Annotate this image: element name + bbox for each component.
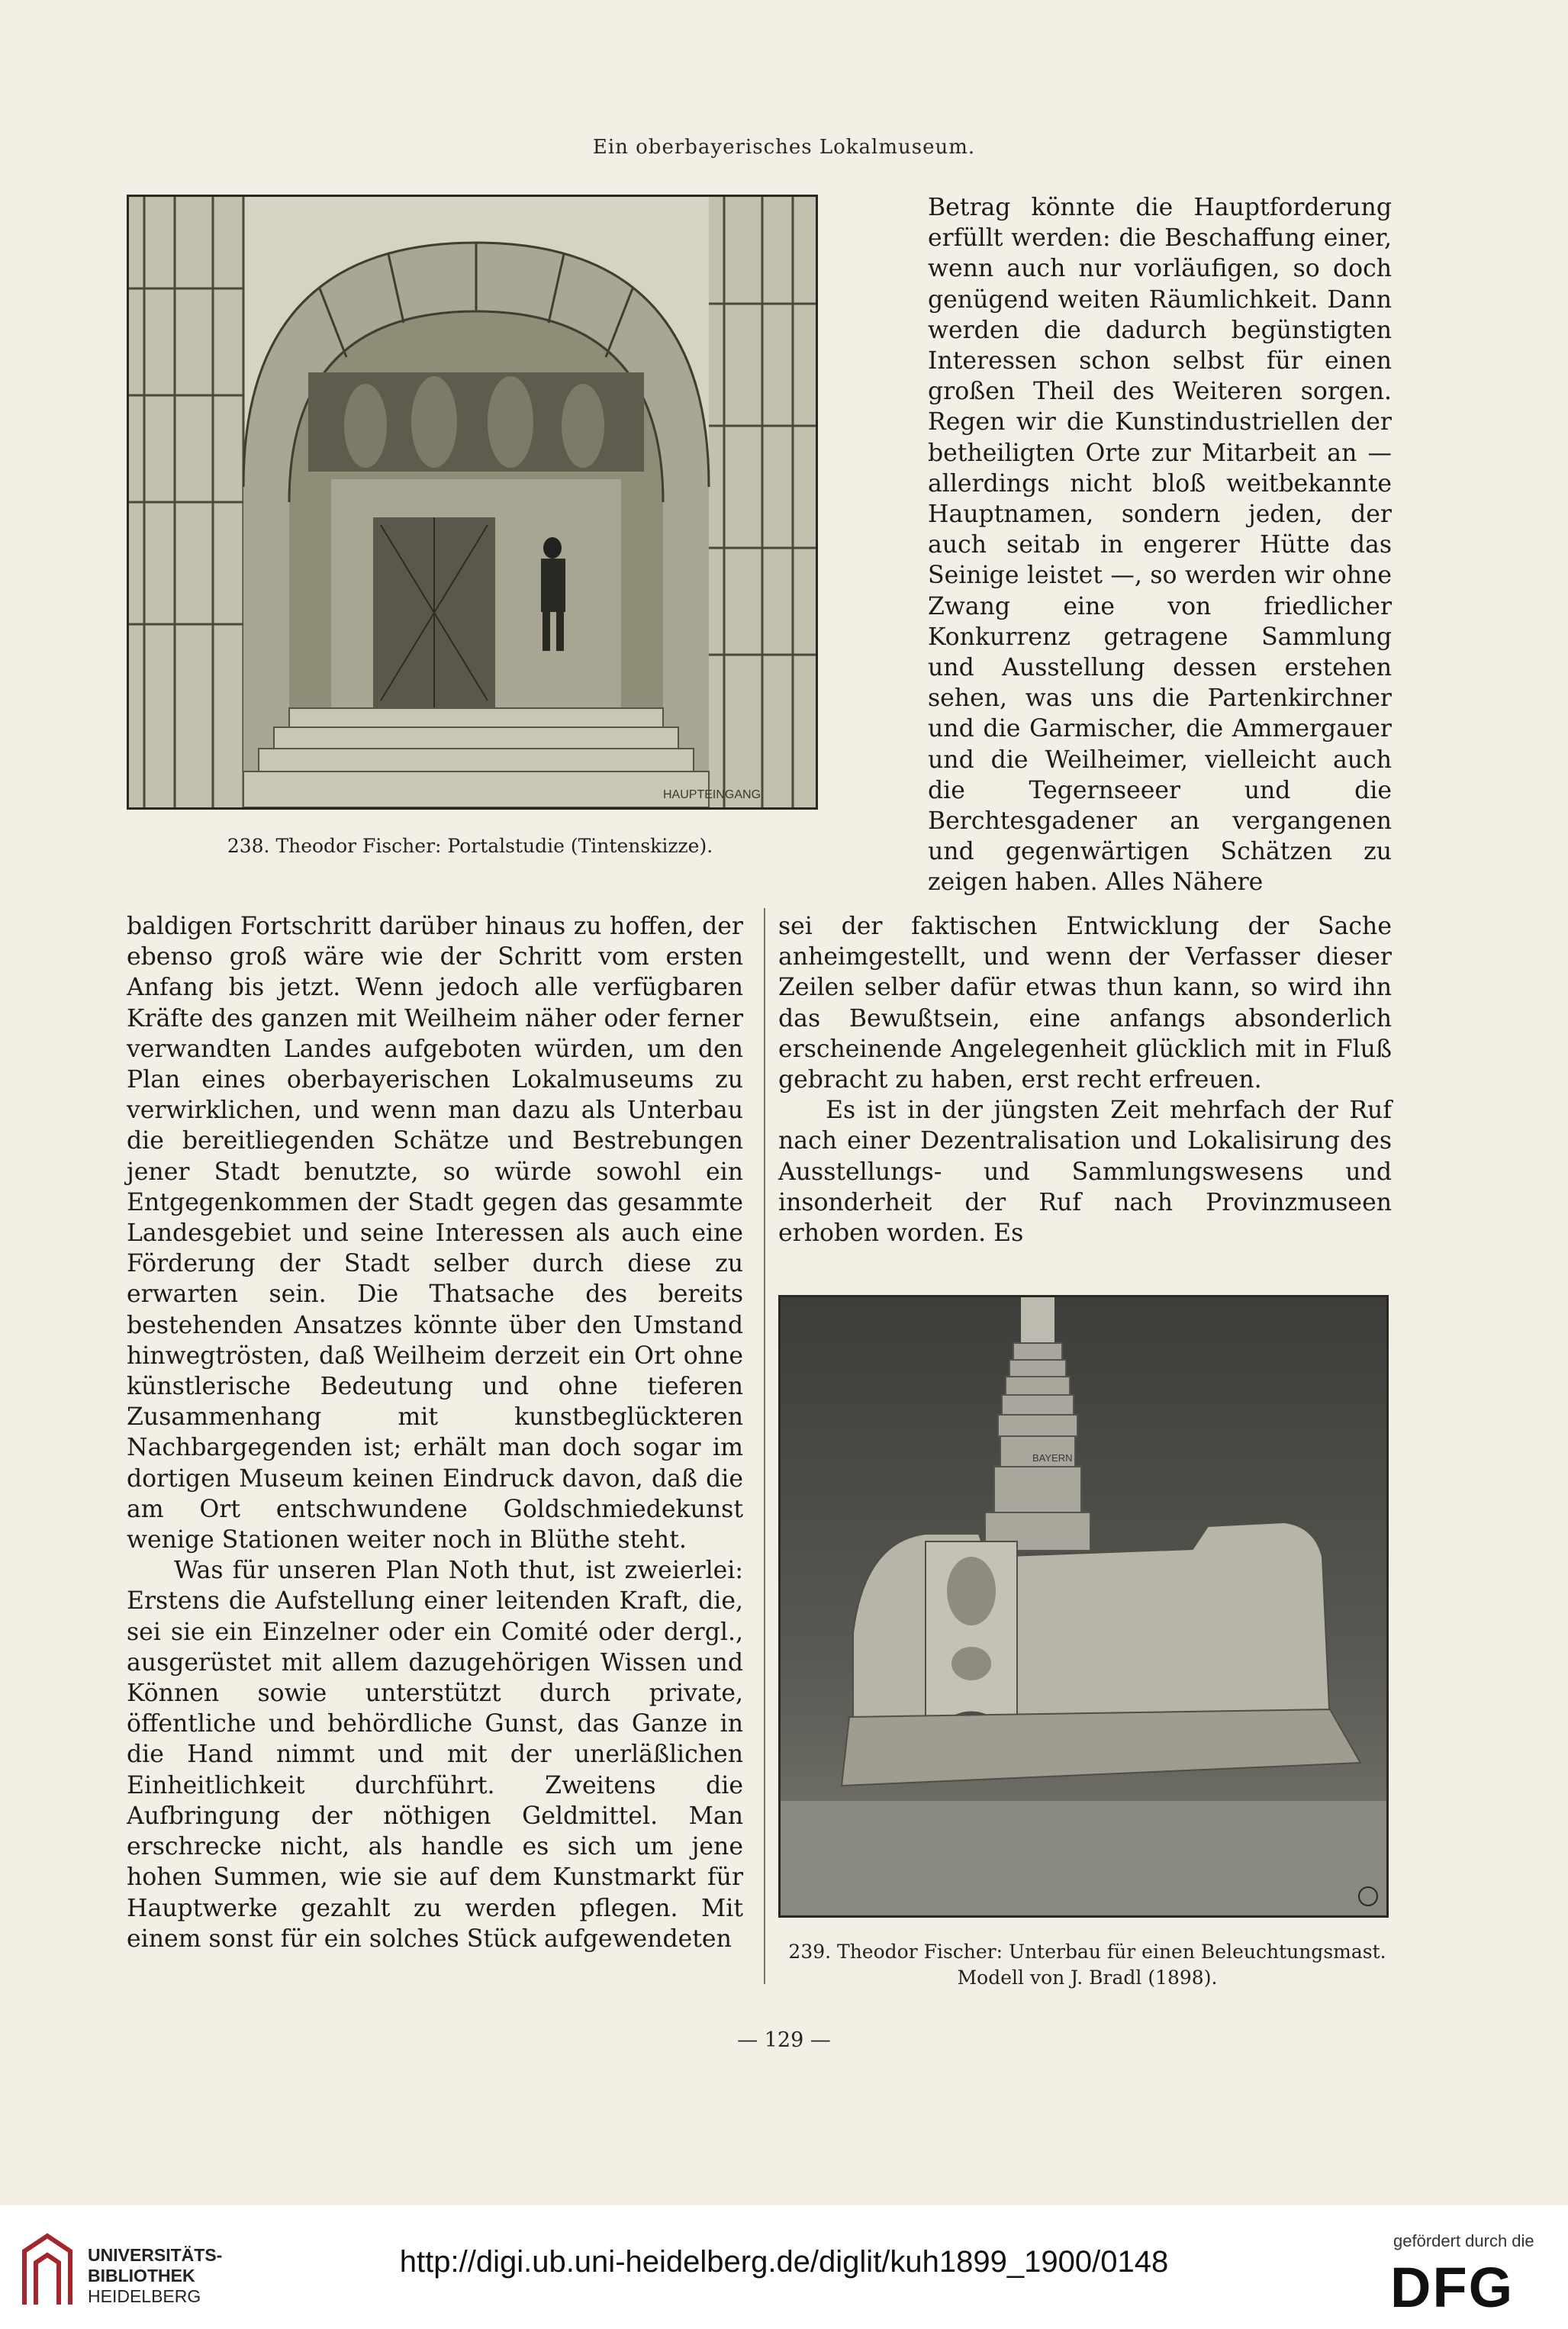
paragraph: Betrag könnte die Hauptforderung erfüllt werden: die Beschaffung einer, wenn auch nur vorläufigen, so doch genügend weiten Räumlichkeit. Dann werden die dadurch begünstigten Interessen schon selbst für einen großen Theil des Weiteren sorgen. Regen wir die Kunstindustriellen der betheiligten Orte zur Mitarbeit an — allerdings nicht bloß weitbekannte Hauptnamen, sondern jeden, der auch seitab in engerer Hütte das Seinige leistet —, so werden wir ohne Zwang eine von friedlicher Konkurrenz getragene Sammlung und Ausstellung dessen erstehen sehen, was uns die Partenkirchner und die Garmischer, die Ammergauer und die Weilheimer, vielleicht auch die Tegernseeer und die Berchtesgadener an vergangenen und gegenwärtigen Schätzen zu zeigen haben. Alles Nähere: [928, 194, 1392, 897]
institution-name: UNIVERSITÄTS- BIBLIOTHEK HEIDELBERG: [88, 2245, 223, 2306]
page-number: — 129 —: [737, 2028, 831, 2052]
sketch-signature: HAUPTEINGANG: [663, 788, 761, 801]
digitization-footer: [0, 2205, 1568, 2329]
text-column-right-middle: [778, 911, 1392, 1248]
figure-239-caption-line2: Modell von J. Bradl (1898).: [957, 1967, 1218, 1989]
portal-sketch-image: [129, 197, 816, 807]
figure-239-caption: [771, 1939, 1404, 1991]
paragraph: sei der faktischen Entwicklung der Sache anheimgestellt, und wenn der Verfasser dieser Zeilen selber dafür etwas thun kann, so wird ihn das Bewußtsein, eine anfangs absonderlich erscheinende Angelegenheit glücklich mit in Fluß gebracht zu haben, erst recht erfreuen.: [778, 913, 1392, 1094]
running-title: Ein oberbayerisches Lokalmuseum.: [592, 136, 976, 159]
lamp-base-photo-image: [781, 1297, 1386, 1915]
paragraph: Es ist in der jüngsten Zeit mehrfach der Ruf nach einer Dezentralisation und Lokalisirung des Ausstellungs- und Sammlungswesens und insonderheit der Ruf nach Provinzmuseen erhoben worden. Es: [778, 1097, 1392, 1248]
paragraph: baldigen Fortschritt darüber hinaus zu hoffen, der ebenso groß wäre wie der Schritt vom ersten Anfang bis jetzt. Wenn jedoch alle verfügbaren Kräfte des ganzen mit Weilheim näher oder ferner verwandten Landes aufgeboten würden, um den Plan eines oberbayerischen Lokalmuseums zu verwirklichen, und wenn man dazu als Unterbau die bereitliegenden Schätze und Bestrebungen jener Stadt benutzte, so würde sowohl ein Entgegenkommen der Stadt gegen das gesammte Landesgebiet und seine Interessen als auch eine Förderung der Stadt selber durch diese zu erwarten sein. Die Thatsache des bereits bestehenden Ansatzes könnte über den Umstand hinwegtrösten, daß Weilheim derzeit ein Ort ohne künstlerische Bedeutung und ohne tieferen Zusammenhang mit kunstbeglückteren Nachbargegenden ist; erhält man doch sogar im dortigen Museum keinen Eindruck davon, daß die am Ort entschwundene Goldschmiedekunst wenige Stationen weiter noch in Blüthe steht.: [127, 913, 743, 1554]
permalink-url[interactable]: http://digi.ub.uni-heidelberg.de/diglit/kuh1899_1900/0148: [399, 2245, 1169, 2279]
funder-note: gefördert durch die: [1393, 2231, 1534, 2250]
text-column-right-top: [928, 192, 1392, 898]
column-divider: [764, 908, 765, 1984]
figure-239-lamp-base-photo: [778, 1295, 1389, 1918]
mast-inscription: BAYERN: [1032, 1452, 1073, 1464]
figure-238-caption: 238. Theodor Fischer: Portalstudie (Tintenskizze).: [227, 835, 713, 857]
paragraph: Was für unseren Plan Noth thut, ist zweierlei: Erstens die Aufstellung einer leitenden Kraft, die, sei sie ein Einzelner oder ein Comité oder dergl., ausgerüstet mit allem dazugehörigen Wissen und Können sowie unterstützt durch private, öffentliche und behördliche Gunst, das Ganze in die Hand nimmt und mit der unerläßlichen Einheitlichkeit durchführt. Zweitens die Aufbringung der nöthigen Geldmittel. Man erschrecke nicht, als handle es sich um jene hohen Summen, wie sie auf dem Kunstmarkt für Hauptwerke gezahlt zu werden pflegen. Mit einem sonst für ein solches Stück aufgewendeten: [127, 1557, 743, 1953]
text-column-left: [127, 911, 743, 1954]
figure-239-caption-line1: 239. Theodor Fischer: Unterbau für einen Beleuchtungsmast.: [788, 1941, 1386, 1963]
figure-238-portal-sketch: [127, 195, 818, 810]
dfg-logo: DFG: [1390, 2256, 1515, 2319]
